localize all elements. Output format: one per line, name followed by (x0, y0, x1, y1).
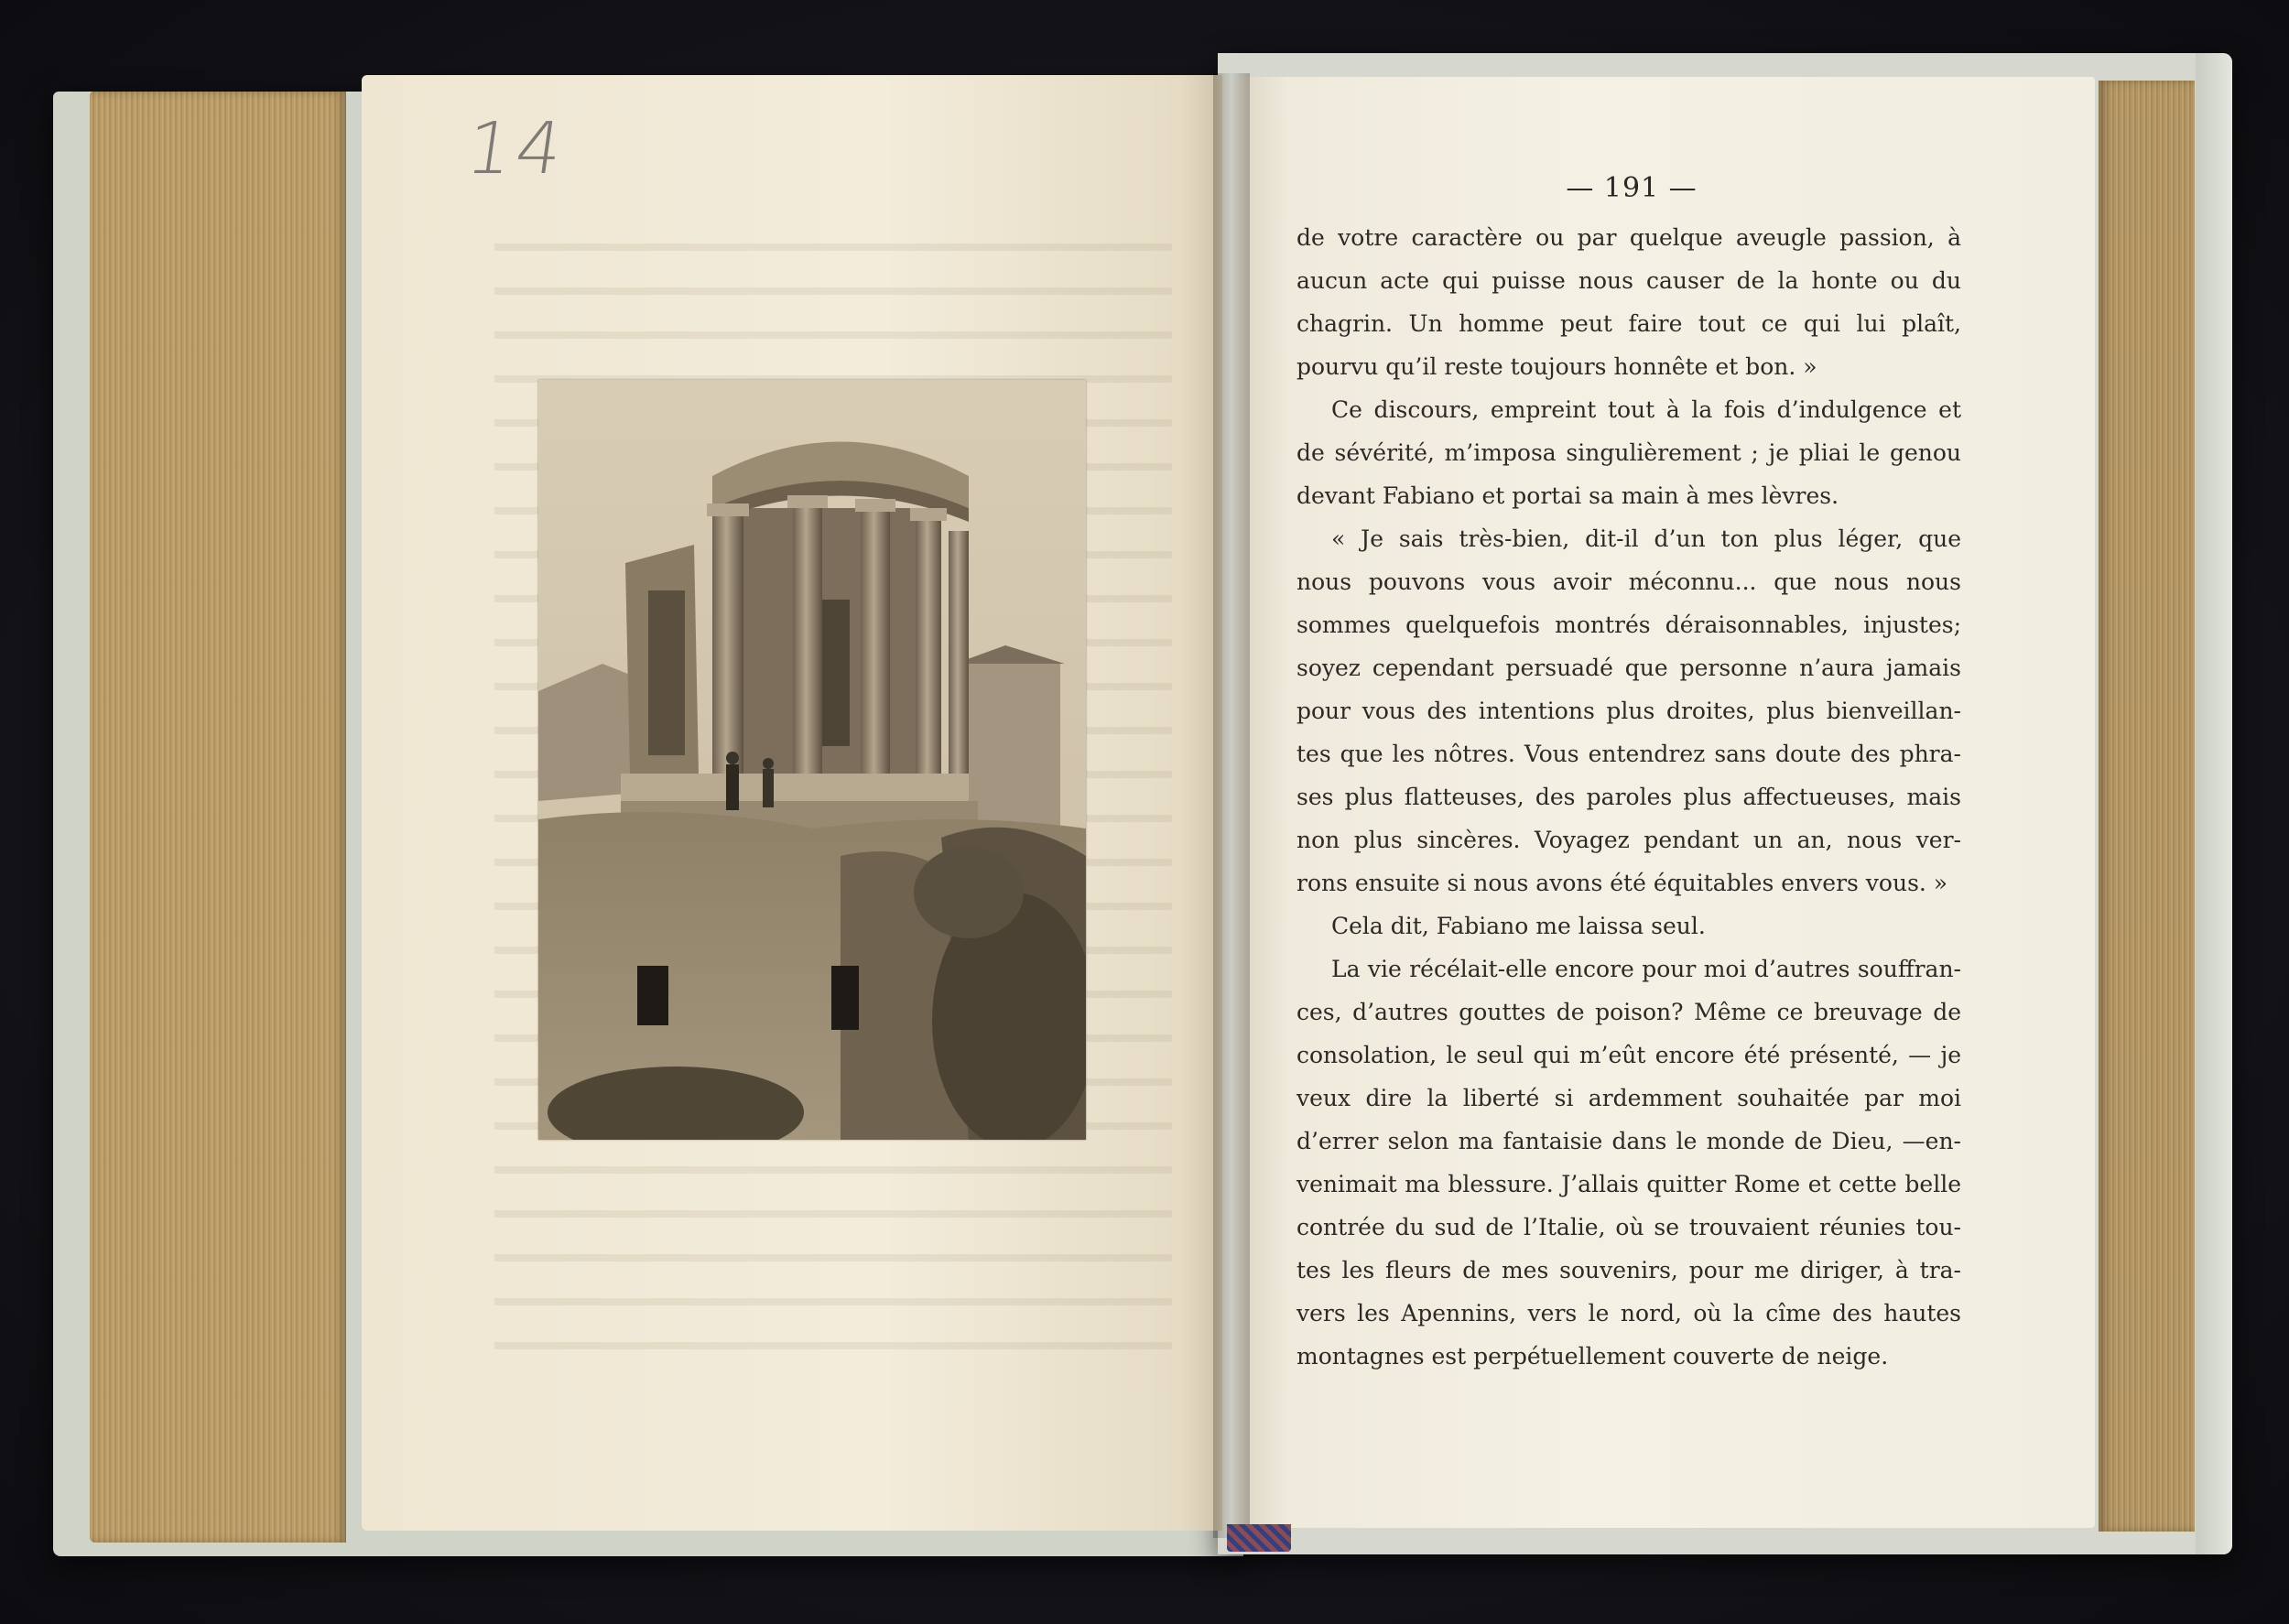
text-line: contrée du sud de l’Italie, où se trouvaient réunies tou- (1296, 1214, 1961, 1240)
text-line: vers les Apennins, vers le nord, où la cîme des hautes (1296, 1300, 1961, 1326)
text-line: non plus sincères. Voyagez pendant un an, nous ver- (1296, 827, 1961, 853)
text-line: devant Fabiano et portai sa main à mes lèvres. (1296, 482, 1839, 509)
text-line: tes que les nôtres. Vous entendrez sans doute des phra- (1296, 741, 1961, 767)
text-line: veux dire la liberté si ardemment souhaitée par moi (1296, 1085, 1961, 1111)
temple-of-vesta-photo (538, 380, 1086, 1140)
text-line: montagnes est perpétuellement couverte de neige. (1296, 1343, 1889, 1370)
text-line: nous pouvons vous avoir méconnu... que nous nous (1296, 568, 1961, 595)
text-line: venimait ma blessure. J’allais quitter Rome et cette belle (1296, 1171, 1961, 1197)
text-line: chagrin. Un homme peut faire tout ce qui lui plaît, (1296, 310, 1961, 337)
text-line: Cela dit, Fabiano me laissa seul. (1331, 913, 1706, 939)
text-line: tes les fleurs de mes souvenirs, pour me diriger, à tra- (1296, 1257, 1961, 1283)
text-line: aucun acte qui puisse nous causer de la honte ou du (1296, 267, 1961, 294)
text-line: sommes quelquefois montrés déraisonnables, injustes; (1296, 612, 1961, 638)
text-line: soyez cependant persuadé que personne n’aura jamais (1296, 655, 1961, 681)
text-line: rons ensuite si nous avons été équitables envers vous. » (1296, 870, 1948, 896)
headband-ribbon (1227, 1524, 1291, 1552)
text-line: Ce discours, empreint tout à la fois d’indulgence et (1331, 396, 1961, 423)
book-gutter (1213, 73, 1250, 1538)
pencil-annotation: 14 (461, 108, 571, 190)
text-line: de votre caractère ou par quelque aveugle passion, à (1296, 224, 1961, 251)
text-line: « Je sais très-bien, dit-il d’un ton plus léger, que (1331, 525, 1961, 552)
text-line: ces, d’autres gouttes de poison? Même ce breuvage de (1296, 999, 1961, 1025)
page-number: — 191 — (1566, 172, 1698, 204)
page-block-edge-right (2099, 81, 2195, 1532)
tipped-in-photograph (538, 380, 1086, 1140)
text-line: pourvu qu’il reste toujours honnête et bon. » (1296, 353, 1817, 380)
text-line: ses plus flatteuses, des paroles plus affectueuses, mais (1296, 784, 1961, 810)
text-line: de sévérité, m’imposa singulièrement ; je pliai le genou (1296, 439, 1961, 466)
text-line: consolation, le seul qui m’eût encore été présenté, — je (1296, 1042, 1961, 1068)
text-line: pour vous des intentions plus droites, plus bienveillan- (1296, 698, 1961, 724)
page-block-edge-left (90, 92, 346, 1543)
text-line: d’errer selon ma fantaisie dans le monde de Dieu, —en- (1296, 1128, 1961, 1154)
text-line: La vie récélait-elle encore pour moi d’autres souffran- (1331, 956, 1961, 982)
body-text (1296, 216, 1961, 1378)
